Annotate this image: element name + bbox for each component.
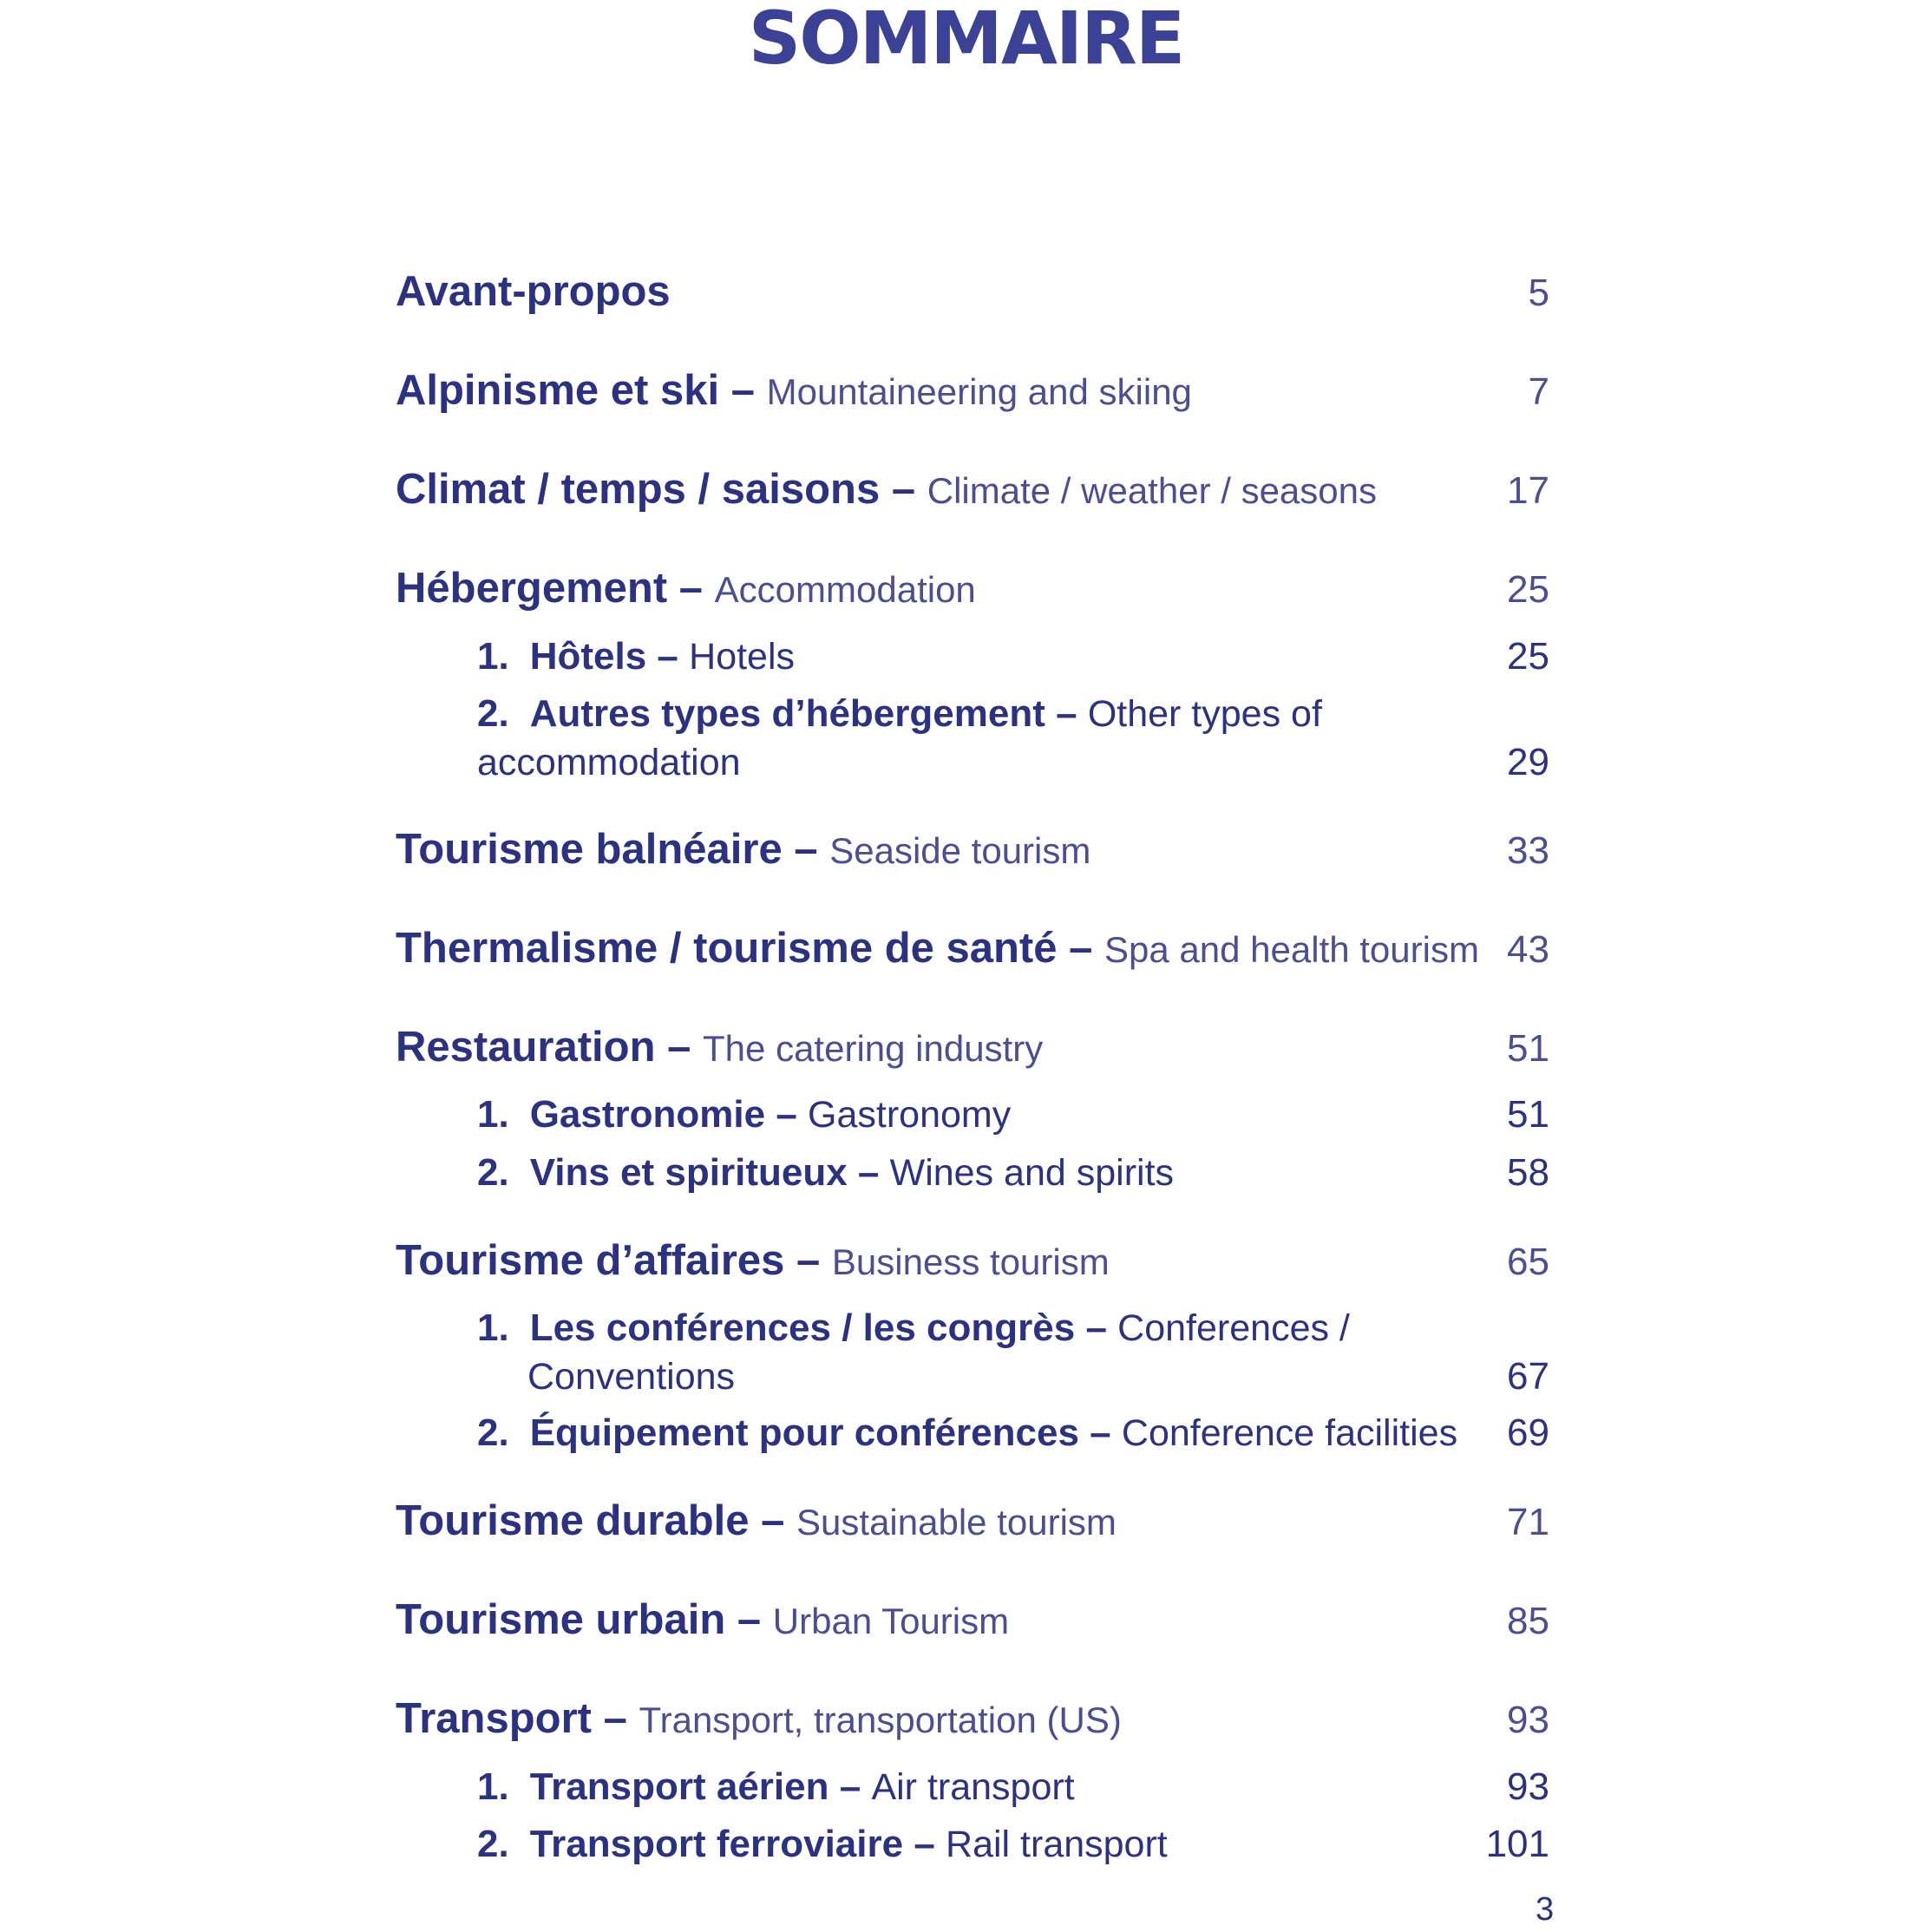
toc-separator: – (730, 367, 755, 414)
toc-page-number: 5 (1528, 272, 1549, 314)
toc-page-number: 67 (1507, 1355, 1549, 1398)
toc-page-number: 25 (1507, 635, 1549, 678)
toc-subentry-number: 1. (477, 635, 509, 678)
toc-entry-tourisme-balneaire[interactable] (396, 825, 1549, 874)
toc-subentry-transport-ferroviaire[interactable] (477, 1823, 1549, 1866)
toc-page-number: 43 (1507, 928, 1549, 971)
toc-entry-title-en: Spa and health tourism (1104, 929, 1479, 970)
toc-entry-tourisme-affaires[interactable] (396, 1236, 1549, 1285)
toc-entry-avant-propos[interactable] (396, 267, 1549, 316)
toc-entry-title-en: Urban Tourism (772, 1601, 1010, 1641)
toc-entry-title-en-continued: Conventions (527, 1356, 736, 1398)
toc-separator: – (796, 1237, 821, 1284)
toc-page-number: 17 (1507, 469, 1549, 512)
toc-entry-restauration[interactable] (396, 1023, 1549, 1071)
toc-entry-thermalisme[interactable] (396, 924, 1549, 973)
toc-subentry-gastronomie[interactable] (477, 1093, 1549, 1136)
toc-entry-title-en: Conferences / (1117, 1307, 1350, 1349)
toc-subentry-number: 1. (477, 1765, 509, 1808)
toc-entry-title-en: Hotels (689, 636, 796, 678)
toc-separator: – (1069, 925, 1093, 972)
toc-entry-title-en: The catering industry (703, 1028, 1044, 1069)
page-title: SOMMAIRE (748, 0, 1184, 81)
toc-separator: – (1085, 1307, 1107, 1349)
toc-separator: – (794, 826, 818, 873)
toc-entry-title-fr: Tourisme urbain (396, 1596, 726, 1643)
toc-page-number: 58 (1507, 1151, 1549, 1194)
toc-subentry-number: 2. (477, 1411, 509, 1454)
toc-entry-tourisme-durable[interactable] (396, 1496, 1549, 1545)
toc-page-number: 29 (1507, 741, 1549, 783)
toc-entry-title-en-continued: accommodation (477, 742, 741, 783)
toc-separator: – (891, 466, 916, 513)
toc-entry-title-en: Climate / weather / seasons (927, 470, 1377, 511)
toc-separator: – (603, 1695, 627, 1742)
toc-entry-title-en: Conference facilities (1121, 1412, 1458, 1454)
toc-entry-title-en: Wines and spirits (889, 1152, 1175, 1194)
toc-page-number: 85 (1507, 1600, 1549, 1642)
toc-separator: – (776, 1093, 797, 1136)
toc-entry-title-fr: Thermalisme / tourisme de santé (396, 925, 1058, 972)
toc-separator: – (839, 1765, 861, 1808)
toc-entry-title-fr: Transport ferroviaire (529, 1823, 904, 1865)
toc-subentry-number: 2. (477, 1151, 509, 1194)
toc-entry-title-fr: Hébergement (396, 565, 668, 612)
toc-entry-title-en: Sustainable tourism (796, 1502, 1117, 1542)
toc-entry-title-fr: Transport aérien (529, 1765, 829, 1808)
toc-entry-title-fr: Avant-propos (396, 268, 671, 315)
toc-entry-title-fr: Transport (396, 1695, 592, 1742)
toc-page-number: 51 (1507, 1093, 1549, 1136)
toc-subentry-number: 1. (477, 1307, 509, 1349)
toc-page-number: 93 (1507, 1699, 1549, 1741)
toc-entry-title-fr: Hôtels (529, 635, 647, 678)
toc-entry-title-fr: Tourisme d’affaires (396, 1237, 785, 1284)
toc-entry-title-fr: Gastronomie (529, 1093, 766, 1136)
toc-page-number: 71 (1507, 1501, 1549, 1543)
toc-entry-title-en: Accommodation (714, 569, 976, 610)
toc-entry-title-en: Transport, transportation (US) (639, 1700, 1122, 1740)
toc-entry-title-en: Other types of (1087, 693, 1322, 735)
toc-page-number: 69 (1507, 1411, 1549, 1454)
toc-subentry-number: 1. (477, 1093, 509, 1136)
toc-separator: – (761, 1497, 785, 1544)
toc-subentry-number: 2. (477, 1823, 509, 1865)
toc-entry-title-fr: Tourisme balnéaire (396, 826, 783, 873)
toc-entry-title-fr: Vins et spiritueux (529, 1151, 848, 1194)
toc-separator: – (1056, 692, 1077, 735)
toc-entry-tourisme-urbain[interactable] (396, 1595, 1549, 1644)
toc-entry-alpinisme[interactable] (396, 366, 1549, 415)
toc-entry-climat[interactable] (396, 465, 1549, 514)
toc-subentry-hotels[interactable] (477, 635, 1549, 678)
toc-entry-title-en: Mountaineering and skiing (766, 371, 1192, 412)
toc-separator: – (667, 1024, 691, 1071)
toc-entry-title-en: Air transport (871, 1766, 1075, 1808)
toc-subentry-number: 2. (477, 692, 509, 735)
toc-page-number: 101 (1485, 1823, 1549, 1865)
toc-entry-title-en: Rail transport (946, 1824, 1168, 1865)
toc-entry-title-fr: Autres types d’hébergement (529, 692, 1045, 735)
toc-entry-title-fr: Les conférences / les congrès (529, 1307, 1076, 1349)
toc-page-number: 51 (1507, 1027, 1549, 1070)
toc-page-number: 7 (1528, 370, 1549, 413)
toc-separator: – (1090, 1411, 1111, 1454)
toc-subentry-transport-aerien[interactable] (477, 1765, 1549, 1809)
toc-entry-title-fr: Restauration (396, 1024, 656, 1071)
toc-page-number: 33 (1507, 829, 1549, 872)
toc-page-number: 65 (1507, 1241, 1549, 1283)
toc-entry-title-fr: Tourisme durable (396, 1497, 750, 1544)
toc-separator: – (678, 565, 704, 612)
toc-subentry-equipement[interactable] (477, 1411, 1549, 1455)
toc-entry-title-en: Business tourism (831, 1241, 1110, 1282)
toc-entry-title-en: Gastronomy (808, 1094, 1012, 1136)
toc-page-number: 25 (1507, 568, 1549, 611)
toc-separator: – (914, 1823, 935, 1865)
toc-entry-title-fr: Climat / temps / saisons (396, 466, 881, 513)
toc-entry-title-fr: Alpinisme et ski (396, 367, 720, 414)
toc-entry-title-fr: Équipement pour conférences (529, 1411, 1079, 1454)
toc-entry-transport[interactable] (396, 1694, 1549, 1743)
toc-page-number: 93 (1507, 1765, 1549, 1808)
toc-entry-hebergement[interactable] (396, 564, 1549, 612)
toc-separator: – (737, 1596, 762, 1643)
page-folio-number: 3 (1536, 1891, 1555, 1928)
toc-subentry-vins[interactable] (477, 1151, 1549, 1195)
toc-entry-title-en: Seaside tourism (829, 830, 1091, 871)
toc-separator: – (657, 635, 678, 678)
toc-subentry-conferences[interactable] (477, 1307, 1549, 1398)
toc-subentry-autres-types[interactable] (477, 692, 1549, 784)
toc-separator: – (857, 1151, 880, 1194)
